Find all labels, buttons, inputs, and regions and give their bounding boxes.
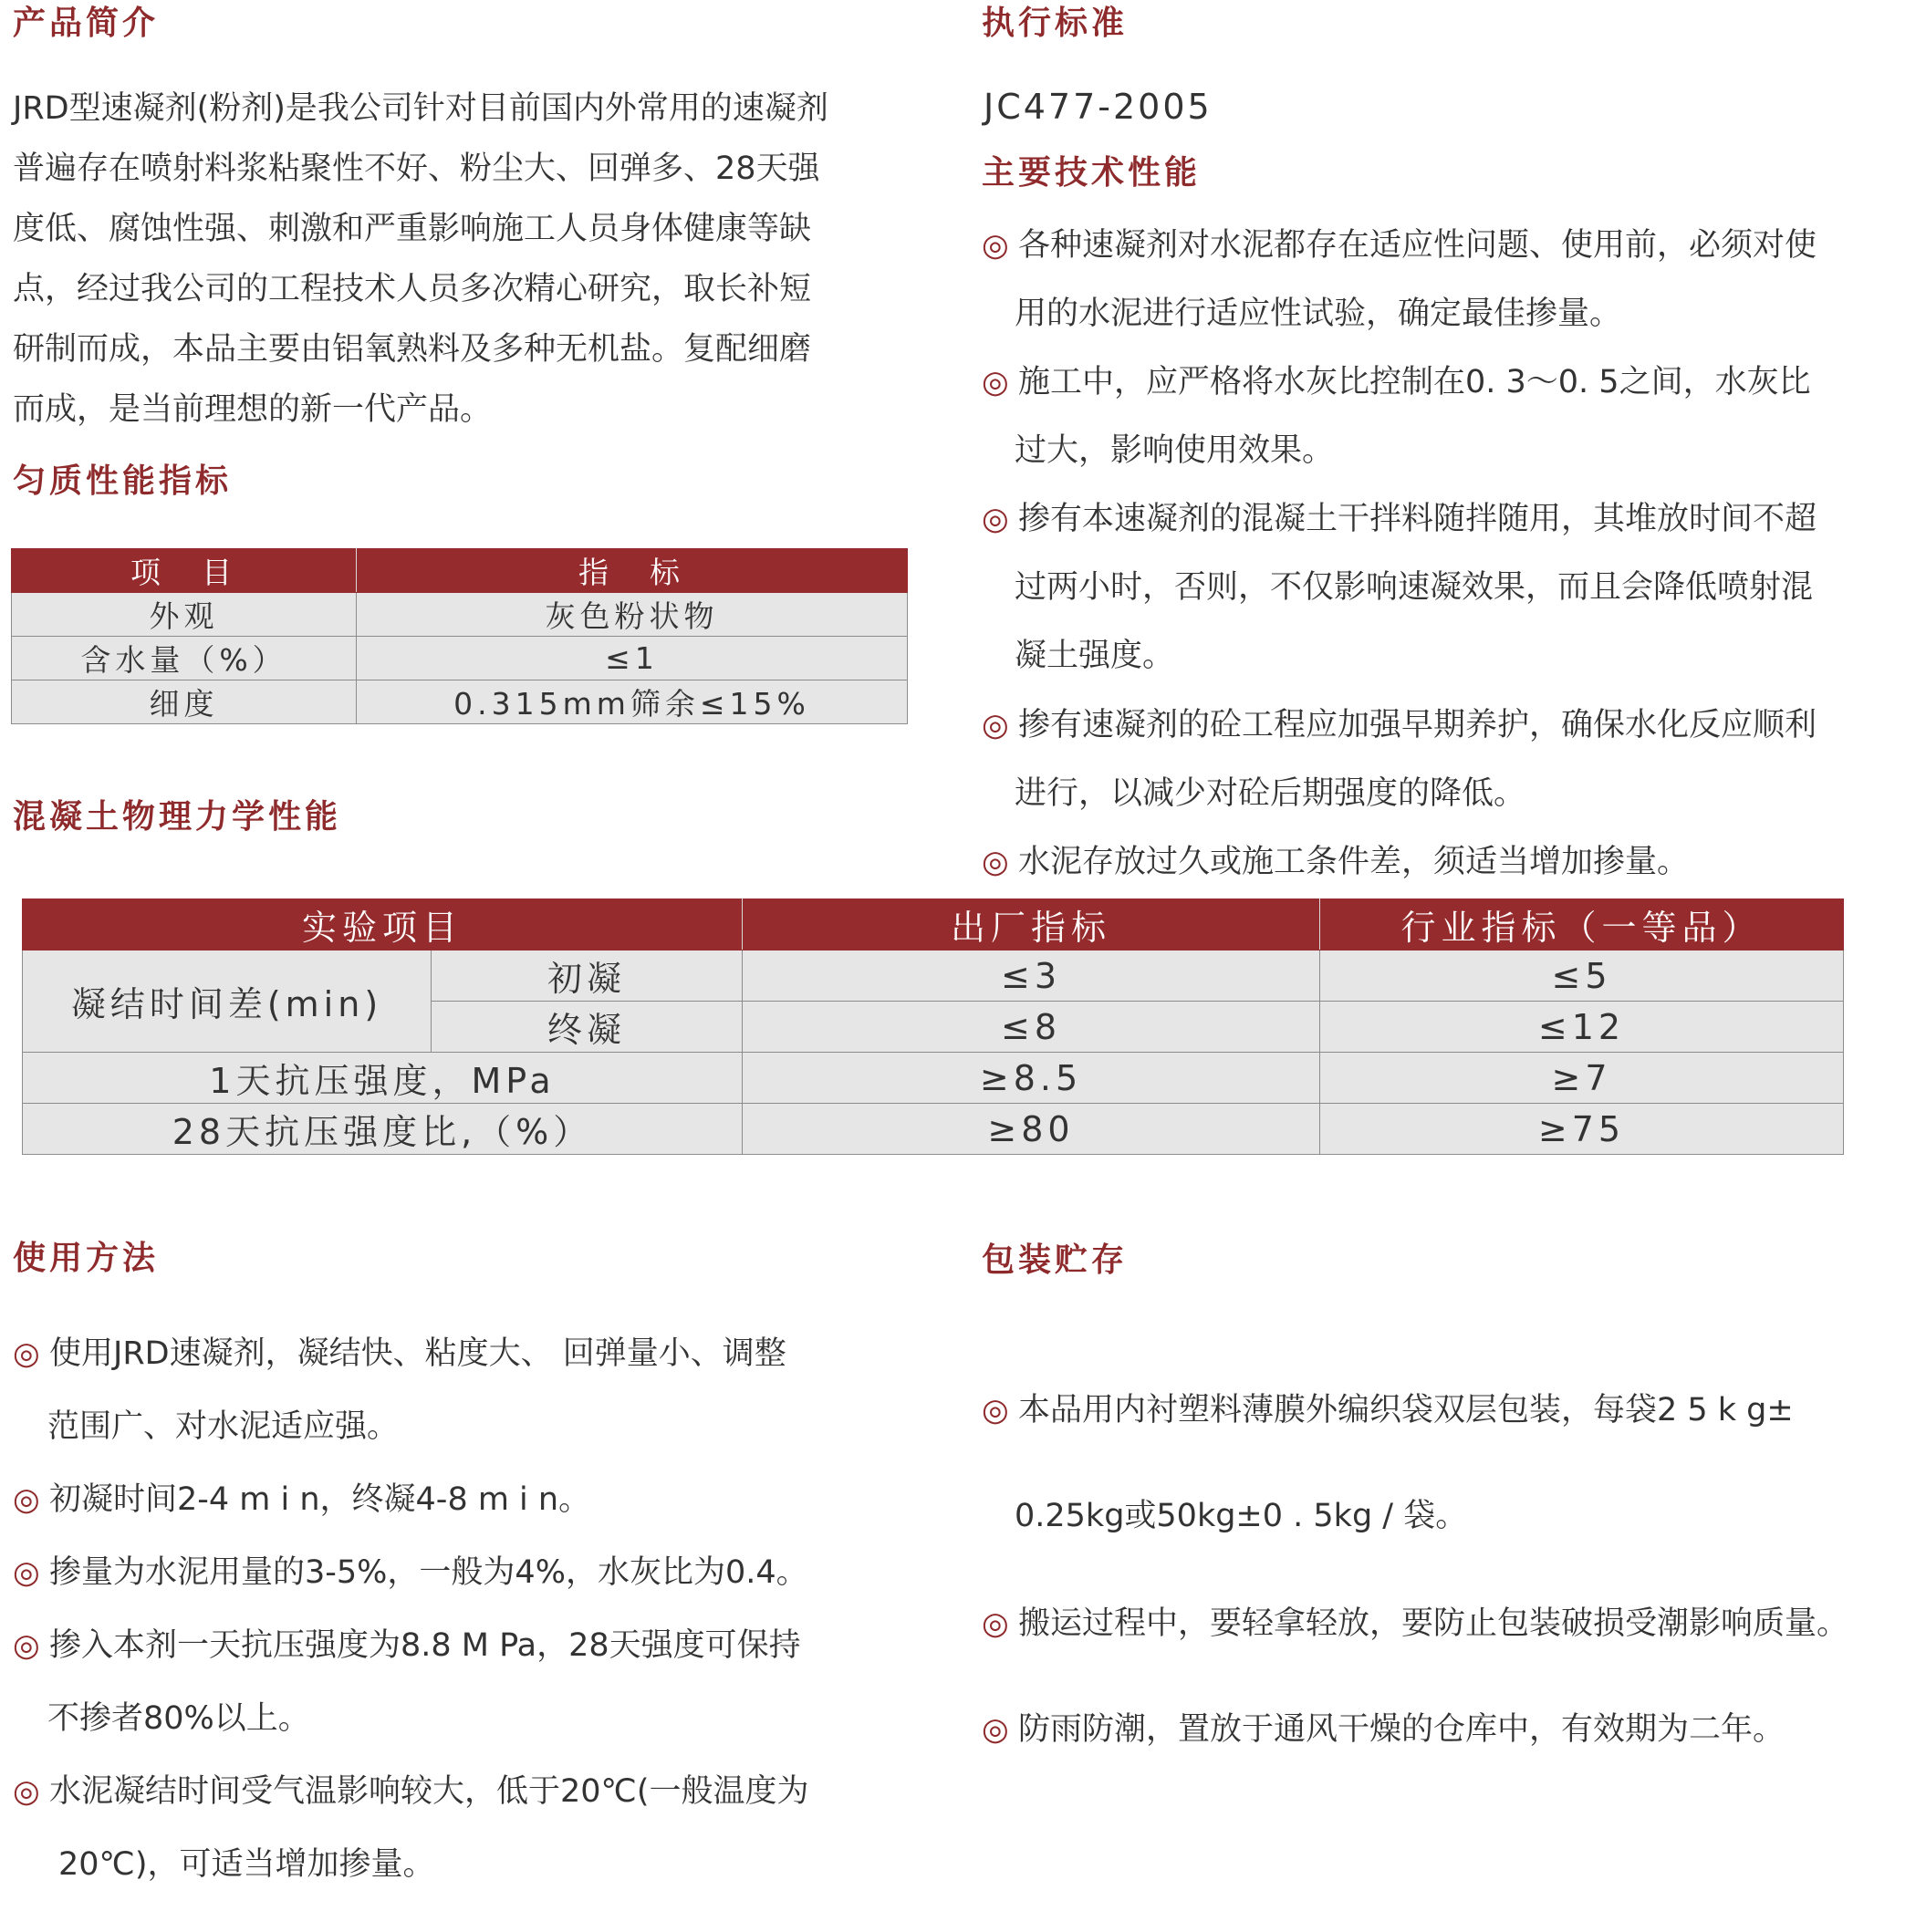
- table-cell: 终凝: [432, 1002, 743, 1053]
- intro-line: 普遍存在喷射料浆粘聚性不好、粉尘大、回弹多、28天强: [13, 151, 820, 187]
- storage-item-text: 防雨防潮，置放于通风干燥的仓库中，有效期为二年。: [1018, 1711, 1785, 1748]
- standard-heading: 执行标准: [982, 5, 1129, 42]
- bullet-icon: ◎: [982, 501, 1009, 537]
- bullet-icon: ◎: [13, 1481, 40, 1518]
- table-cell: ≤3: [743, 950, 1320, 1002]
- usage-item-text: 使用JRD速凝剂，凝结快、粘度大、 回弹量小、调整: [49, 1335, 786, 1372]
- bullet-icon: ◎: [982, 364, 1009, 400]
- tech-item: [982, 691, 1817, 828]
- bullet-icon: ◎: [13, 1627, 40, 1664]
- tech-item-text: 施工中，应严格将水灰比控制在0. 3～0. 5之间，水灰比: [1018, 364, 1811, 400]
- storage-item: [982, 1677, 1785, 1782]
- table-cell: ≥80: [743, 1104, 1320, 1155]
- tech-item-text: 过两小时，否则，不仅影响速凝效果，而且会降低喷射混: [1015, 569, 1814, 606]
- storage-item-text: 本品用内衬塑料薄膜外编织袋双层包装，每袋2 5 k g±: [1018, 1392, 1794, 1428]
- tech-item-text: 凝土强度。: [1015, 638, 1175, 674]
- tech-heading: 主要技术性能: [982, 154, 1202, 192]
- uniformity-heading: 匀质性能指标: [13, 462, 233, 500]
- bullet-icon: ◎: [982, 1605, 1009, 1642]
- table-cell: ≥7: [1320, 1053, 1844, 1104]
- intro-line: 度低、腐蚀性强、刺激和严重影响施工人员身体健康等缺: [13, 211, 812, 247]
- bullet-icon: ◎: [13, 1335, 40, 1372]
- tech-item: [982, 485, 1817, 691]
- tech-item: [982, 828, 1689, 897]
- bullet-icon: ◎: [13, 1554, 40, 1591]
- usage-item-text: 水泥凝结时间受气温影响较大，低于20℃(一般温度为: [49, 1773, 809, 1810]
- table-header-cell: 行业指标（一等品）: [1320, 899, 1844, 950]
- storage-item-text: 0.25kg或50kg±0 . 5kg / 袋。: [1015, 1498, 1468, 1534]
- table-cell: ≥8.5: [743, 1053, 1320, 1104]
- bullet-icon: ◎: [982, 1392, 1009, 1428]
- table-cell: 28天抗压强度比,（%）: [23, 1104, 743, 1155]
- table-cell: 细度: [12, 680, 357, 724]
- storage-item: [982, 1571, 1848, 1677]
- usage-item-text: 初凝时间2-4 m i n，终凝4-8 m i n。: [49, 1481, 591, 1518]
- bullet-icon: ◎: [982, 227, 1009, 264]
- tech-item-text: 掺有本速凝剂的混凝土干拌料随拌随用，其堆放时间不超: [1018, 501, 1817, 537]
- intro-line: JRD型速凝剂(粉剂)是我公司针对目前国内外常用的速凝剂: [13, 90, 828, 127]
- table-header-cell: 项 目: [12, 549, 357, 593]
- table-header-cell: 实验项目: [23, 899, 743, 950]
- table-cell: ≥75: [1320, 1104, 1844, 1155]
- table-cell: 1天抗压强度，MPa: [23, 1053, 743, 1104]
- table-row: [23, 950, 1844, 1002]
- intro-paragraph: [13, 78, 828, 440]
- usage-item-text: 不掺者80%以上。: [47, 1700, 310, 1737]
- table-row: [12, 680, 908, 724]
- table-cell: 0.315mm筛余≤15%: [357, 680, 908, 724]
- tech-item-text: 过大，影响使用效果。: [1015, 432, 1335, 469]
- setting-time-label: 凝结时间差(min): [23, 950, 432, 1053]
- table-cell: 初凝: [432, 950, 743, 1002]
- table-cell: ≤8: [743, 1002, 1320, 1053]
- concrete-heading: 混凝土物理力学性能: [13, 798, 342, 836]
- bullet-icon: ◎: [982, 707, 1009, 743]
- table-cell: ≤12: [1320, 1002, 1844, 1053]
- intro-line: 而成，是当前理想的新一代产品。: [13, 391, 493, 428]
- tech-item-text: 进行，以减少对砼后期强度的降低。: [1015, 775, 1526, 812]
- usage-item: [13, 1755, 809, 1901]
- table-header-cell: 指 标: [357, 549, 908, 593]
- usage-item: [13, 1609, 801, 1755]
- usage-item: [13, 1317, 786, 1463]
- table-header-row: [23, 899, 1844, 950]
- table-row: [12, 593, 908, 637]
- usage-item: [13, 1536, 808, 1609]
- usage-item: [13, 1463, 590, 1536]
- tech-item-text: 掺有速凝剂的砼工程应加强早期养护，确保水化反应顺利: [1018, 707, 1817, 743]
- bullet-icon: ◎: [13, 1773, 40, 1810]
- usage-item-text: 掺入本剂一天抗压强度为8.8 M Pa，28天强度可保持: [49, 1627, 801, 1664]
- table-cell: 含水量（%）: [12, 637, 357, 680]
- table-header-row: [12, 549, 908, 593]
- usage-item-text: 20℃)，可适当增加掺量。: [58, 1846, 435, 1883]
- tech-item-text: 水泥存放过久或施工条件差，须适当增加掺量。: [1018, 844, 1690, 880]
- table-cell: 灰色粉状物: [357, 593, 908, 637]
- table-header-cell: 出厂指标: [743, 899, 1320, 950]
- standard-code: JC477-2005: [984, 87, 1213, 127]
- tech-item-text: 各种速凝剂对水泥都存在适应性问题、使用前，必须对使: [1018, 227, 1817, 264]
- bullet-icon: ◎: [982, 1711, 1009, 1748]
- bullet-icon: ◎: [982, 844, 1009, 880]
- storage-heading: 包装贮存: [982, 1241, 1129, 1279]
- table-row: [23, 1104, 1844, 1155]
- usage-item-text: 范围广、对水泥适应强。: [47, 1408, 400, 1445]
- tech-item: [982, 212, 1817, 348]
- table-cell: ≤5: [1320, 950, 1844, 1002]
- tech-item: [982, 348, 1811, 485]
- intro-line: 点，经过我公司的工程技术人员多次精心研究，取长补短: [13, 271, 812, 307]
- concrete-table: [22, 898, 1844, 1155]
- table-cell: 外观: [12, 593, 357, 637]
- usage-item-text: 掺量为水泥用量的3-5%，一般为4%，水灰比为0.4。: [49, 1554, 808, 1591]
- usage-heading: 使用方法: [13, 1240, 160, 1277]
- uniformity-table: [11, 548, 908, 724]
- intro-line: 研制而成，本品主要由铝氧熟料及多种无机盐。复配细磨: [13, 331, 812, 368]
- table-row: [23, 1053, 1844, 1104]
- tech-item-text: 用的水泥进行适应性试验，确定最佳掺量。: [1015, 296, 1622, 332]
- intro-heading: 产品简介: [13, 5, 160, 42]
- table-row: [12, 637, 908, 680]
- storage-item: [982, 1357, 1794, 1569]
- table-cell: ≤1: [357, 637, 908, 680]
- storage-item-text: 搬运过程中，要轻拿轻放，要防止包装破损受潮影响质量。: [1018, 1605, 1849, 1642]
